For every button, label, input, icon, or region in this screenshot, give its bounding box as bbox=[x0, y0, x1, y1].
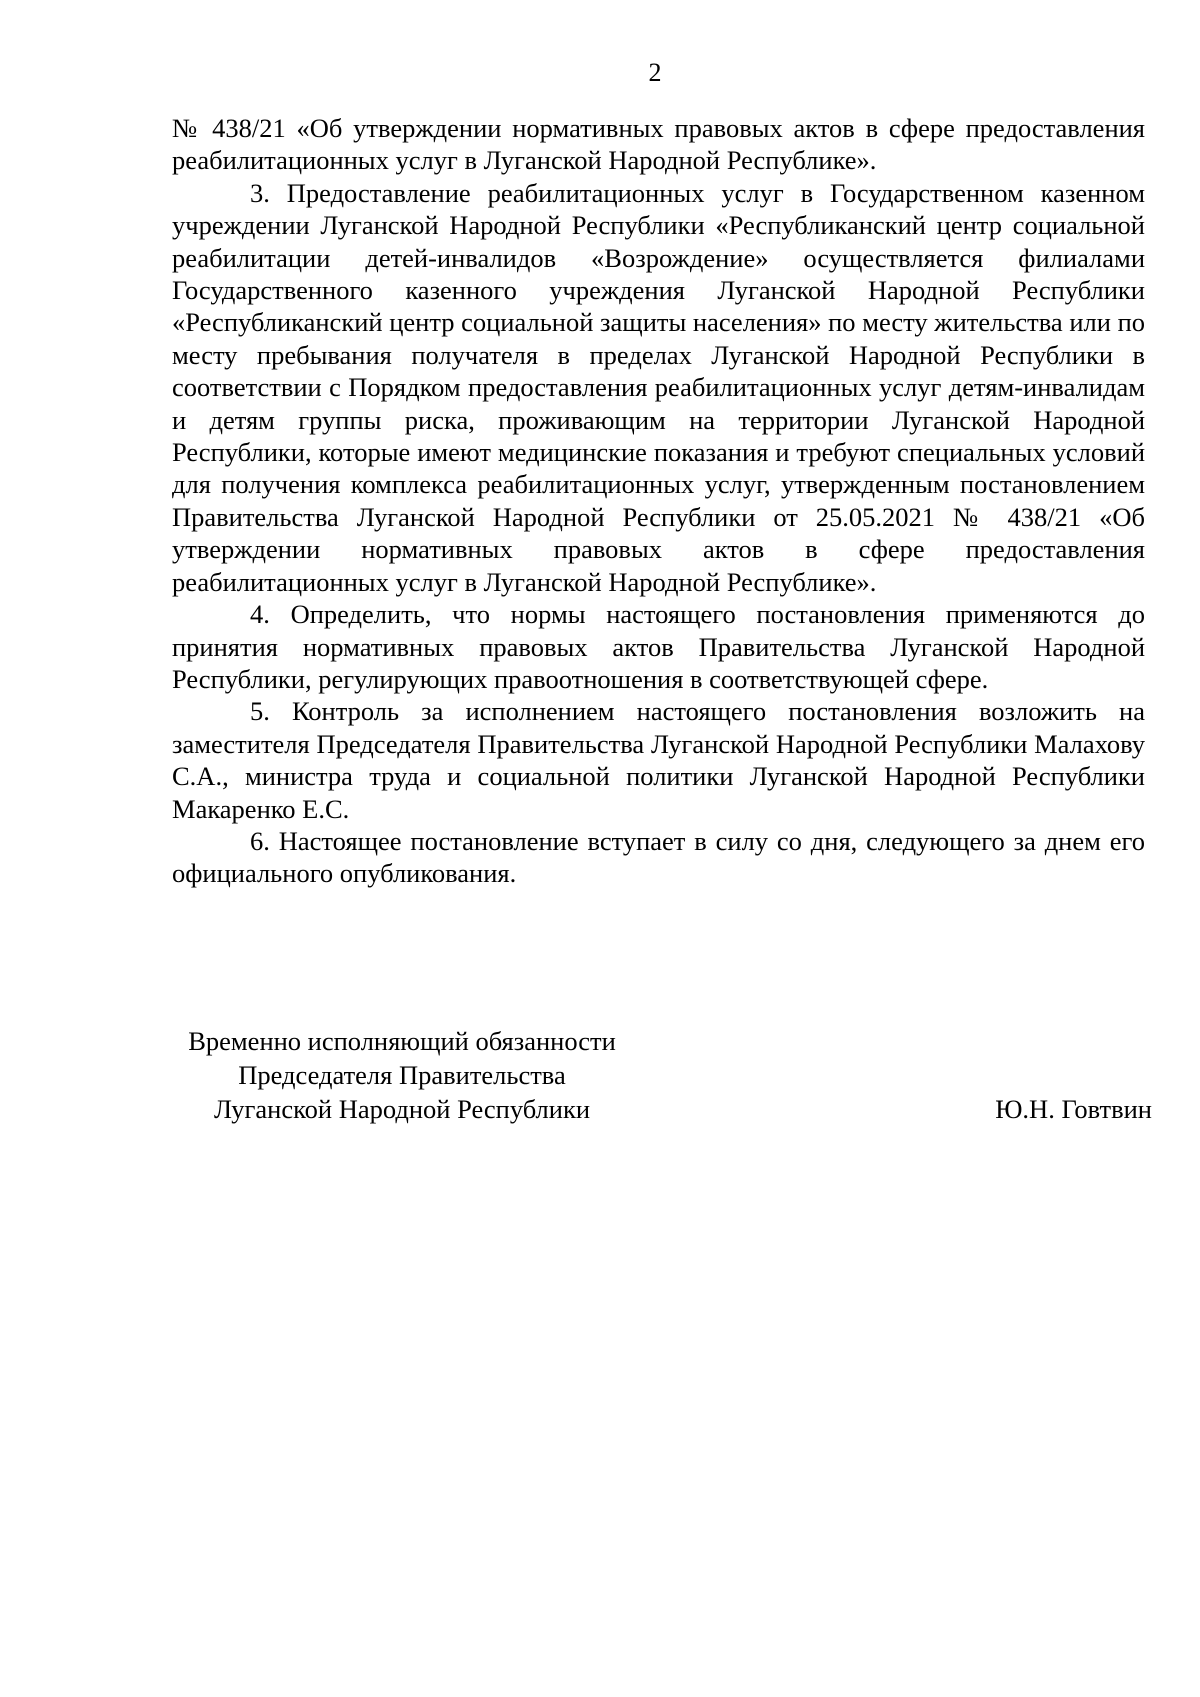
paragraph-item-4: 4. Определить, что нормы настоящего постановления применяются до принятия нормативных правовых актов Правительства Луганской Народной Республики, регулирующих правоотношения в соответствующей сфере. bbox=[172, 599, 1145, 694]
signatory-title bbox=[172, 1024, 632, 1126]
paragraph-item-5: 5. Контроль за исполнением настоящего постановления возложить на заместителя Председателя Правительства Луганской Народной Республики Малахову С.А., министра труда и социальной политики Луганской Народной Республики Макаренко Е.С. bbox=[172, 696, 1145, 824]
document-body bbox=[172, 112, 1145, 890]
signatory-name: Ю.Н. Говтвин bbox=[995, 1094, 1152, 1124]
signatory-title-line: Луганской Народной Республики bbox=[213, 1094, 591, 1124]
signatory-title-line: Председателя Правительства bbox=[238, 1060, 566, 1090]
paragraph-item-3: 3. Предоставление реабилитационных услуг в Государственном казенном учреждении Луганской Народной Республики «Республиканский центр социальной реабилитации детей-инвалидов «Возрождение» осуществляется филиалами Государственного казенного учреждения Луганской Народной Республики «Республиканский центр социальной защиты населения» по месту жительства или по месту пребывания получателя в пределах Луганской Народной Республики в соответствии с Порядком предоставления реабилитационных услуг детям-инвалидам и детям группы риска, проживающим на территории Луганской Народной Республики, которые имеют медицинские показания и требуют специальных условий для получения комплекса реабилитационных услуг, утвержденным постановлением Правительства Луганской Народной Республики от 25.05.2021 № 438/21 «Об утверждении нормативных правовых актов в сфере предоставления реабилитационных услуг в Луганской Народной Республике». bbox=[172, 177, 1145, 597]
paragraph-item-6: 6. Настоящее постановление вступает в силу со дня, следующего за днем его официального опубликования. bbox=[172, 825, 1145, 889]
page-number: 2 bbox=[648, 58, 662, 87]
signature-block bbox=[172, 1024, 1152, 1126]
signatory-title-line: Временно исполняющий обязанности bbox=[188, 1026, 616, 1056]
paragraph-continuation: № 438/21 «Об утверждении нормативных правовых актов в сфере предоставления реабилитационных услуг в Луганской Народной Республике». bbox=[172, 113, 1145, 176]
